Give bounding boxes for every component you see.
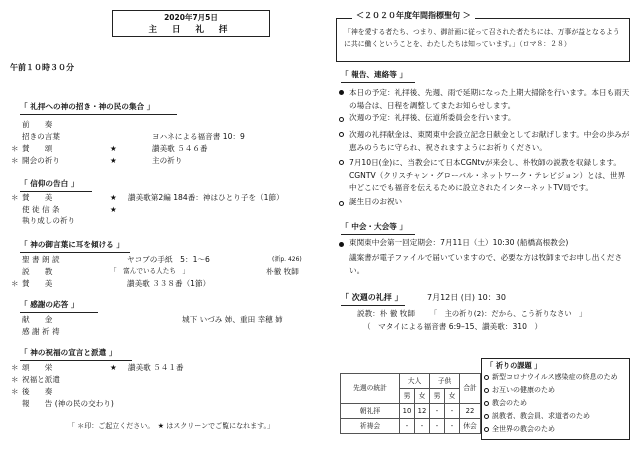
order-item-content: 讃美歌 ３３８番（1節） [127,279,211,288]
section-underline [20,252,130,253]
order-item-name: 頌 栄 [22,363,53,372]
section-heading-word: 「 神の御言葉に耳を傾ける 」 [20,240,125,249]
section-heading-confession: 「 信仰の告白 」 [20,179,79,188]
order-item-content: 讃美歌 ５４１番 [128,363,184,372]
chukai-note: 議案書が電子ファイルで届いていますので、必要な方は牧師までお申し出ください。 [349,253,623,275]
section-underline [20,360,132,361]
reports-heading: 「 報告、連絡等 」 [341,70,408,79]
order-item-content: ヤコブの手紙 5：1～6 [127,255,210,264]
chukai-meeting: 東関東中会第一回定期会：7月11日（土）10:30 (船橋高根教会) [349,238,569,247]
order-item-content: 主の祈り [152,156,183,165]
order-item-name: 後 奏 [22,387,53,396]
order-item-name: 使 徒 信 条 [22,205,60,214]
section-underline [20,312,98,313]
bullet-outline-icon [484,375,489,380]
sermon-title: 「 富んでいる人たち 」 [110,267,190,275]
order-item-name: 説 教 [22,267,53,276]
cell: - [400,419,415,434]
bullet-outline-icon [484,388,489,393]
bullet-outline-icon [339,201,344,206]
adult-header: 大人 [400,374,430,389]
bullet-icon [339,242,344,247]
report-item: 本日の予定：礼拝後、先週、雨で延期になった上期大掃除を行います。本日も雨天の場合は、日程を調整してまたお知らせします。 [349,88,630,110]
verse-title: ＜２０２０年度年間指標聖句 ＞ [352,12,475,20]
next-preacher: 説教：朴 徹 牧師 [357,309,415,318]
bullet-outline-icon [484,414,489,419]
chukai-heading: 「 中会・大会等 」 [341,222,408,231]
order-mark: ＊ [11,156,19,165]
male-header: 男 [430,389,445,404]
order-item-content: 讃美歌第2編 184番：神はひとり子を（1節） [128,193,284,202]
table-row [341,404,481,419]
section-underline [341,82,415,83]
prayer-item: 新型コロナウイルス感染症の終息のため [492,373,618,381]
row-label: 祈祷会 [341,419,400,434]
order-mark: ＊ [11,363,19,372]
prayer-item: お互いの健康のため [492,386,555,394]
bullet-outline-icon [484,427,489,432]
scripture-page: (新p. 426) [272,256,302,263]
table-corner: 先週の統計 [341,374,400,404]
female-header: 女 [415,389,430,404]
male-header: 男 [400,389,415,404]
order-item-name: 賛 美 [22,279,53,288]
section-underline [341,234,415,235]
service-time: 午前１０時３０分 [10,63,74,72]
section-heading-response: 「 感謝の応答 」 [20,300,79,309]
child-header: 子供 [430,374,460,389]
offering-ushers: 城下 いづみ 姉、重田 幸穂 姉 [182,315,283,324]
section-heading-gathering: 「 礼拝への神の招き・神の民の集合 」 [20,102,155,111]
order-mark: ＊ [11,387,19,396]
order-item-name: 聖 書 朗 読 [22,255,60,264]
prayer-item: 説教者、教会員、求道者のため [492,412,590,420]
next-week-date: 7月12日 (日) 10：30 [427,293,506,302]
table-row [341,419,481,434]
bullet-outline-icon [339,132,344,137]
row-label: 朝礼拝 [341,404,400,419]
next-week-heading: 「 次週の礼拝 」 [341,293,403,302]
screen-star-icon: ★ [110,193,117,202]
female-header: 女 [445,389,460,404]
bullet-outline-icon [339,160,344,165]
service-date: 2020年7月5日 [164,13,218,22]
screen-star-icon: ★ [110,363,117,372]
total-header: 合計 [460,374,481,404]
prayer-heading: 「 祈りの課題 」 [486,361,542,370]
order-mark: ＊ [11,144,19,153]
report-item: 次週の予定：礼拝後、伝道所委員会を行います。 [349,113,516,122]
bullet-icon [339,90,344,95]
screen-star-icon: ★ [110,156,117,165]
order-item-name: 招きの言葉 [22,132,60,141]
date-title-box [112,10,270,37]
report-item: 7月10日(金)に、当教会にて日本CGNtvが来会し、朴牧師の説教を収録します。CGNTV（クリスチャン・グローバル・ネットワーク・テレビジョン）とは、世界中どこにでも福音を伝えるために設立されたインターネットTV局です。 [349,158,626,192]
cell: - [430,419,445,434]
section-underline [20,114,177,115]
order-item-content: ヨハネによる福音書 10：9 [152,132,245,141]
next-sermon-title: 「 主の祈り(2)：だから、こう祈りなさい 」 [430,309,587,318]
screen-star-icon: ★ [110,144,117,153]
cell: 休会 [460,419,481,434]
order-item-content: 讃美歌 ５４６番 [152,144,208,153]
section-underline [341,305,405,306]
prayer-item: 全世界の教会のため [492,425,555,433]
service-title: 主 日 礼 拝 [148,24,234,35]
section-heading-sending: 「 神の祝福の宣言と派遣 」 [20,348,117,357]
preacher: 朴徹 牧師 [266,267,299,276]
report-item: 誕生日のお祝い [349,197,403,206]
bullet-outline-icon [339,117,344,122]
section-underline [20,191,92,192]
order-item-name: 祝福と派遣 [22,375,60,384]
cell: - [445,404,460,419]
cell: 12 [415,404,430,419]
order-item-name: 賛 美 [22,193,53,202]
order-mark: ＊ [11,279,19,288]
cell: - [415,419,430,434]
attendance-table [340,373,481,434]
order-mark: ＊ [11,375,19,384]
order-item-name: 報 告 (神の民の交わり) [22,399,114,408]
order-item-name: 執り成しの祈り [22,216,76,225]
next-scripture-hymn: （ マタイによる福音書 6:9–15、讃美歌：310 ） [363,322,543,331]
report-item: 次週の礼拝献金は、東関東中会設立記念日献金としてお献げします。中会の歩みが恵みのうちに守られ、祝されますようにお祈りください。 [349,130,630,152]
order-item-name: 感 謝 祈 祷 [22,327,60,336]
order-mark: ＊ [11,193,19,202]
order-item-name: 献 金 [22,315,53,324]
order-item-name: 前 奏 [22,120,53,129]
cell: - [430,404,445,419]
cell: - [445,419,460,434]
order-item-name: 賛 頌 [22,144,53,153]
order-item-name: 開会の祈り [22,156,60,165]
cell: 10 [400,404,415,419]
verse-text: 「神を愛する者たち、つまり、御計画に従って召された者たちには、万事が益となるように共に働くということを、わたしたちは知っています。」（ロマ８：２８） [344,28,620,48]
cell: 22 [460,404,481,419]
footnote: 「 ＊印：ご起立ください。 ★ はスクリーンでご覧になれます。」 [68,422,275,430]
prayer-item: 教会のため [492,399,527,407]
screen-star-icon: ★ [110,205,117,214]
bullet-outline-icon [484,401,489,406]
